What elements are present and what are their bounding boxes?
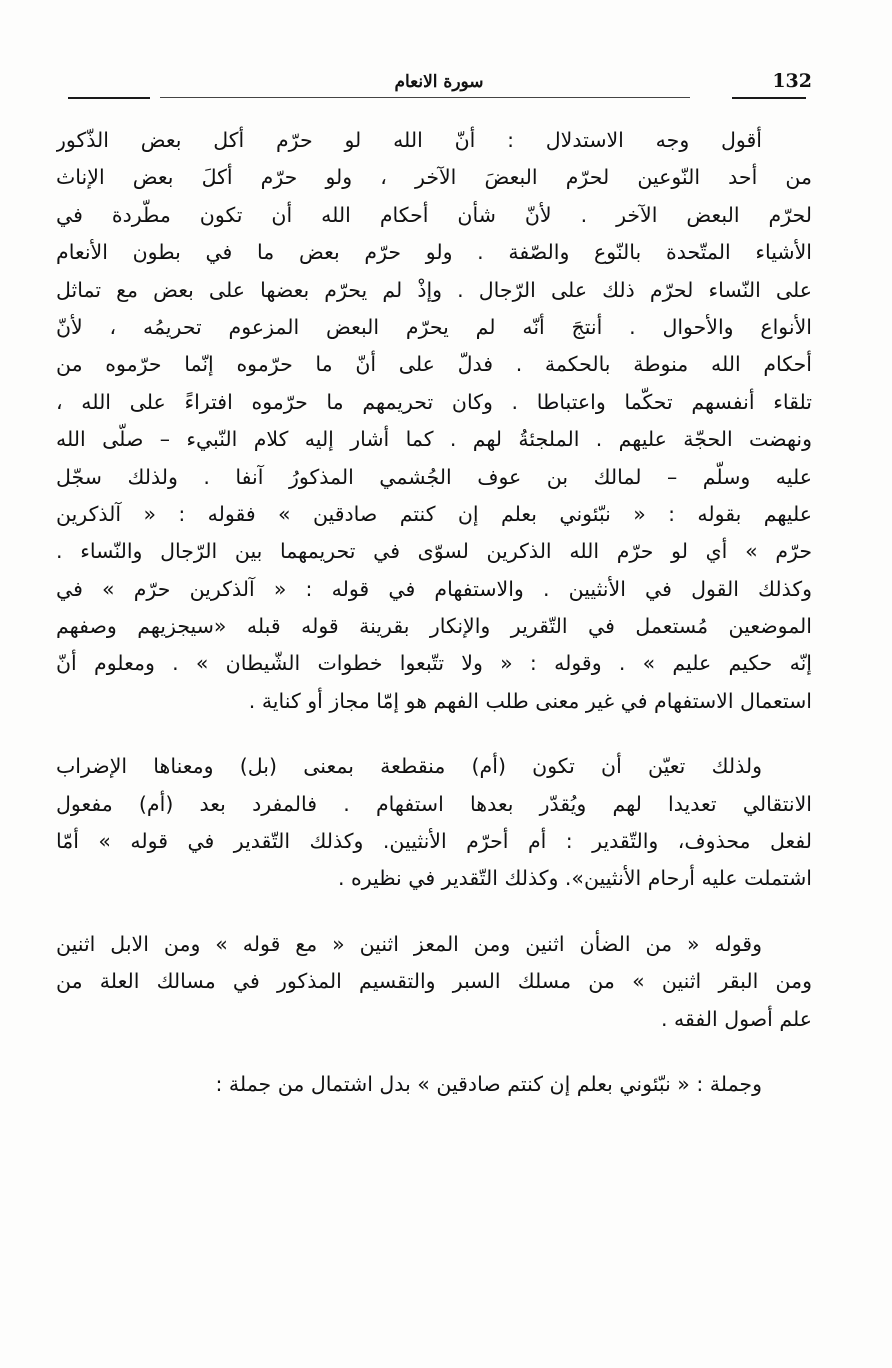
text-line: إنّه حكيم عليم » . وقوله : « ولا تتّبعوا خطوات الشّيطان » . ومعلوم أنّ [56,651,812,676]
paragraph-jumla [56,1066,812,1103]
header-rule-left [68,97,150,99]
text-line: الموضعين مُستعمل في التّقرير والإنكار بقرينة قوله قبله «سيجزيهم وصفهم [56,614,812,639]
page-header [64,64,814,104]
text-line: ولذلك تعيّن أن تكون (أم) منقطعة بمعنى (بل) ومعناها الإضراب [56,754,762,779]
text-line: عليه وسلّم – لمالك بن عوف الجُشمي المذكورُ آنفا . ولذلك سجّل [56,464,812,489]
header-rule-middle [160,97,690,98]
text-line: حرّم » أي لو حرّم الله الذكرين لسوّى في تحريمهما بين الرّجال والنّساء . [56,539,812,564]
page-number: 132 [772,70,812,92]
text-line: اشتملت عليه أرحام الأنثيين». وكذلك التّقدير في نظيره . [337,866,812,891]
text-line: أحكام الله منوطة بالحكمة . فدلّ على أنّ ما حرّموه إنّما حرّموه من [56,352,812,377]
header-rule-right [732,97,806,99]
text-line: علم أصول الفقه . [661,1006,812,1031]
text-line: وجملة : « نبّئوني بعلم إن كنتم صادقين » بدل اشتمال من جملة : [215,1071,762,1096]
text-line: لفعل محذوف، والتّقدير : أم أحرّم الأنثيين. وكذلك التّقدير في قوله » أمّا [56,829,812,854]
text-line: من أحد النّوعين لحرّم البعضَ الآخر ، ولو حرّم أكلَ بعض الإناث [56,165,812,190]
paragraph-argument [56,122,812,720]
paragraph-am-munqati [56,748,812,898]
text-line: تلقاء أنفسهم تحكّما واعتباطا . وكان تحريمهم ما حرّموه افتراءً على الله ، [56,389,812,414]
text-line: ومن البقر اثنين » من مسلك السبر والتقسيم المذكور في مسالك العلة من [56,969,812,994]
text-line: الأشياء المتّحدة بالنّوع والصّفة . ولو حرّم بعض ما في بطون الأنعام [56,240,812,265]
text-line: الأنواع والأحوال . أنتجَ أنّه لم يحرّم البعض المزعوم تحريمُه ، لأنّ [56,314,812,339]
text-line: لحرّم البعض الآخر . لأنّ شأن أحكام الله أن تكون مطّردة في [56,202,812,227]
paragraph-sabr-taqsim [56,926,812,1038]
text-line: على النّساء لحرّم ذلك على الرّجال . وإذْ لم يحرّم بعضها على بعض مع تماثل [56,277,812,302]
text-line: الانتقالي تعديدا لهم ويُقدّر بعدها استفهام . فالمفرد بعد (أم) مفعول [56,791,812,816]
text-line: ونهضت الحجّة عليهم . الملجئةُ لهم . كما أشار إليه كلام النّبيء – صلّى الله [56,427,812,452]
text-line: وقوله « من الضأن اثنين ومن المعز اثنين « مع قوله » ومن الابل اثنين [56,931,762,956]
surah-title: سورة الانعام [394,72,484,92]
text-line: أقول وجه الاستدلال : أنّ الله لو حرّم أكل بعض الذّكور [56,128,762,152]
body-text [56,122,812,1103]
text-line: استعمال الاستفهام في غير معنى طلب الفهم هو إمّا مجاز أو كناية . [248,688,812,713]
text-line: عليهم بقوله : « نبّئوني بعلم إن كنتم صادقين » فقوله : « آلذكرين [56,501,812,526]
text-line: وكذلك القول في الأنثيين . والاستفهام في قوله : « آلذكرين حرّم » في [56,576,812,601]
